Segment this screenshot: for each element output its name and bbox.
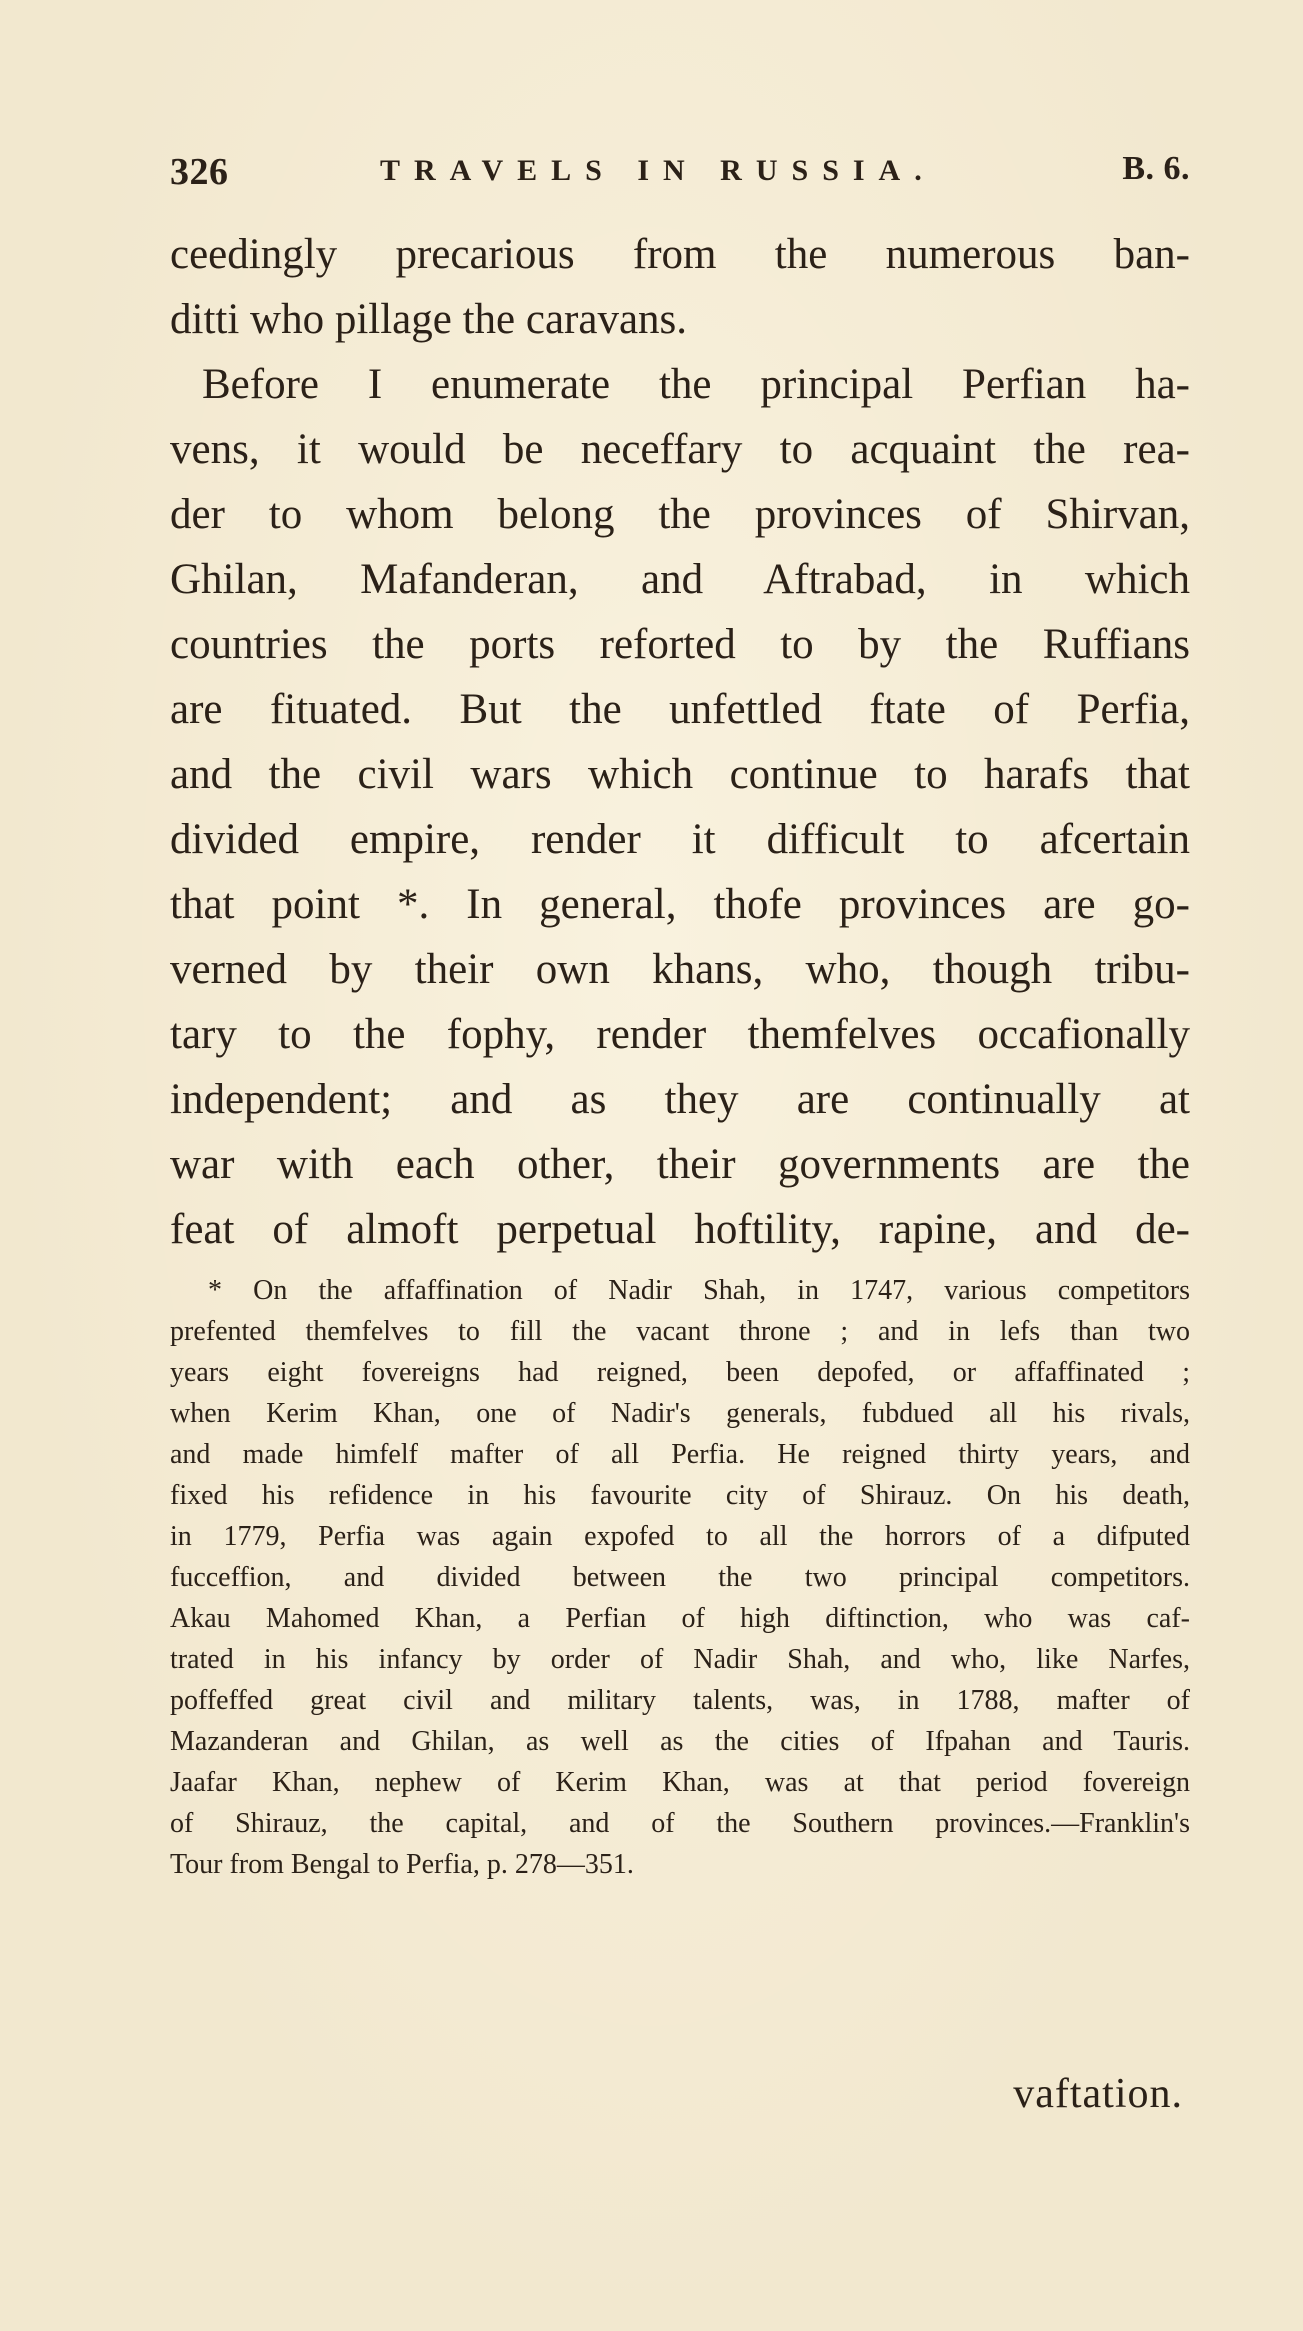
text-line: Ghilan, Mafanderan, and Aftrabad, in which: [170, 556, 1190, 603]
text-line: independent; and as they are continually at: [170, 1076, 1190, 1123]
text-line: ceedingly precarious from the numerous ban-: [170, 231, 1190, 278]
text-line: that point *. In general, thofe provinces are go-: [170, 881, 1190, 928]
footnote-line: years eight fovereigns had reigned, been depofed, or affaffinated ;: [170, 1357, 1190, 1388]
footnote-line: of Shirauz, the capital, and of the Southern provinces.—Franklin's: [170, 1808, 1190, 1839]
footnote-line: Mazanderan and Ghilan, as well as the cities of Ifpahan and Tauris.: [170, 1726, 1190, 1757]
text-line: feat of almoft perpetual hoftility, rapine, and de-: [170, 1206, 1190, 1253]
footnote-line: Jaafar Khan, nephew of Kerim Khan, was at that period fovereign: [170, 1767, 1190, 1798]
catchword: vaftation.: [1013, 2071, 1183, 2117]
footnote-line: Akau Mahomed Khan, a Perfian of high diftinction, who was caf-: [170, 1603, 1190, 1634]
running-title: TRAVELS IN RUSSIA.: [380, 154, 936, 187]
footnote-line: * On the affaffination of Nadir Shah, in 1747, various competitors: [208, 1275, 1190, 1306]
footnote-line: when Kerim Khan, one of Nadir's generals, fubdued all his rivals,: [170, 1398, 1190, 1429]
text-line: tary to the fophy, render themfelves occafionally: [170, 1011, 1190, 1058]
text-line: war with each other, their governments are the: [170, 1141, 1190, 1188]
text-line: ditti who pillage the caravans.: [170, 296, 688, 343]
text-line: der to whom belong the provinces of Shirvan,: [170, 491, 1190, 538]
text-line: countries the ports reforted to by the Ruffians: [170, 621, 1190, 668]
page-number: 326: [170, 151, 229, 193]
footnote-line: poffeffed great civil and military talents, was, in 1788, mafter of: [170, 1685, 1190, 1716]
footnote-line: and made himfelf mafter of all Perfia. He reigned thirty years, and: [170, 1439, 1190, 1470]
text-line: Before I enumerate the principal Perfian ha-: [202, 361, 1190, 408]
text-line: vens, it would be neceffary to acquaint the rea-: [170, 426, 1190, 473]
text-line: and the civil wars which continue to harafs that: [170, 751, 1190, 798]
footnote-line: in 1779, Perfia was again expofed to all the horrors of a difputed: [170, 1521, 1190, 1552]
main-text: [170, 222, 1190, 1262]
book-reference: B. 6.: [1122, 150, 1190, 187]
footnote-line: prefented themfelves to fill the vacant throne ; and in lefs than two: [170, 1316, 1190, 1347]
text-line: divided empire, render it difficult to afcertain: [170, 816, 1190, 863]
footnote-line: fixed his refidence in his favourite city of Shirauz. On his death,: [170, 1480, 1190, 1511]
text-line: are fituated. But the unfettled ftate of Perfia,: [170, 686, 1190, 733]
text-line: verned by their own khans, who, though tribu-: [170, 946, 1190, 993]
footnote: [170, 1270, 1190, 1885]
footnote-line: Tour from Bengal to Perfia, p. 278—351.: [170, 1849, 634, 1880]
footnote-line: fucceffion, and divided between the two principal competitors.: [170, 1562, 1190, 1593]
footnote-line: trated in his infancy by order of Nadir Shah, and who, like Narfes,: [170, 1644, 1190, 1675]
running-head: [170, 140, 1190, 200]
